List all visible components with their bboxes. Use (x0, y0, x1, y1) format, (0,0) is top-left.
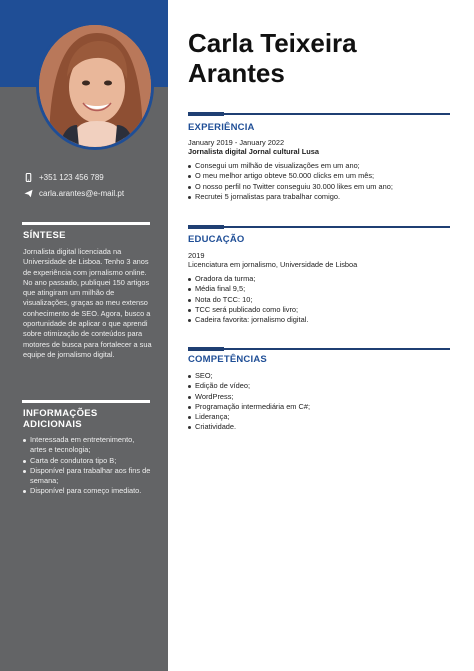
info-list (23, 435, 151, 497)
contact-phone (24, 173, 104, 182)
info-heading-line2: ADICIONAIS (23, 419, 82, 430)
educacao-list (188, 274, 453, 325)
educacao-heading: EDUCAÇÃO (188, 234, 245, 245)
list-item: Liderança; (188, 412, 453, 422)
email-text: carla.arantes@e-mail.pt (39, 189, 125, 198)
candidate-name (188, 28, 458, 88)
list-item: TCC será publicado como livro; (188, 305, 453, 315)
list-item: WordPress; (188, 392, 453, 402)
sintese-heading: SÍNTESE (23, 230, 66, 241)
list-item: Disponível para começo imediato. (23, 486, 151, 496)
send-icon (24, 189, 33, 198)
list-item: Oradora da turma; (188, 274, 453, 284)
list-item: Carta de condutora tipo B; (23, 456, 151, 466)
competencias-rule (188, 348, 450, 350)
phone-icon (24, 173, 33, 182)
competencias-list (188, 371, 453, 433)
list-item: Criatividade. (188, 422, 453, 432)
experiencia-dates: January 2019 - January 2022 (188, 138, 285, 147)
name-line2: Arantes (188, 58, 285, 88)
educacao-degree: Licenciatura em jornalismo, Universidade de Lisboa (188, 260, 358, 269)
contact-email (24, 189, 124, 198)
list-item: Média final 9,5; (188, 284, 453, 294)
info-rule (22, 400, 150, 403)
list-item: Nota do TCC: 10; (188, 295, 453, 305)
experiencia-heading: EXPERIÊNCIA (188, 122, 255, 133)
list-item: Interessada em entretenimento, artes e tecnologia; (23, 435, 151, 456)
list-item: Recrutei 5 jornalistas para trabalhar comigo. (188, 192, 453, 202)
list-item: Programação intermediária em C#; (188, 402, 453, 412)
info-heading-line1: INFORMAÇÕES (23, 408, 98, 419)
list-item: Edição de vídeo; (188, 381, 453, 391)
competencias-heading: COMPETÊNCIAS (188, 354, 267, 365)
experiencia-role: Jornalista digital Jornal cultural Lusa (188, 147, 320, 156)
list-item: O meu melhor artigo obteve 50.000 clicks em um mês; (188, 171, 453, 181)
list-item: Consegui um milhão de visualizações em um ano; (188, 161, 453, 171)
list-item: O nosso perfil no Twitter conseguiu 30.000 likes em um ano; (188, 182, 453, 192)
experiencia-list (188, 161, 453, 202)
info-heading (23, 408, 153, 430)
sintese-rule (22, 222, 150, 225)
profile-photo (36, 22, 154, 150)
educacao-rule (188, 226, 450, 228)
educacao-year: 2019 (188, 251, 205, 260)
list-item: Cadeira favorita: jornalismo digital. (188, 315, 453, 325)
list-item: SEO; (188, 371, 453, 381)
name-line1: Carla Teixeira (188, 28, 357, 58)
sintese-text: Jornalista digital licenciada na Universidade de Lisboa. Tenho 3 anos de experiência com jornalismo online. No ano passado, publiquei 150 artigos que atingiram um milhão de visualizações, graças ao meu extenso conhecimento de SEO. Agora, busco a oportunidade de aplicar o que aprendi sobre otimização de conteúdos para motores de busca para fortalecer a sua equipe de jornalismo digital. (23, 247, 152, 359)
phone-text: +351 123 456 789 (39, 173, 104, 182)
list-item: Disponível para trabalhar aos fins de semana; (23, 466, 151, 487)
experiencia-rule (188, 113, 450, 115)
